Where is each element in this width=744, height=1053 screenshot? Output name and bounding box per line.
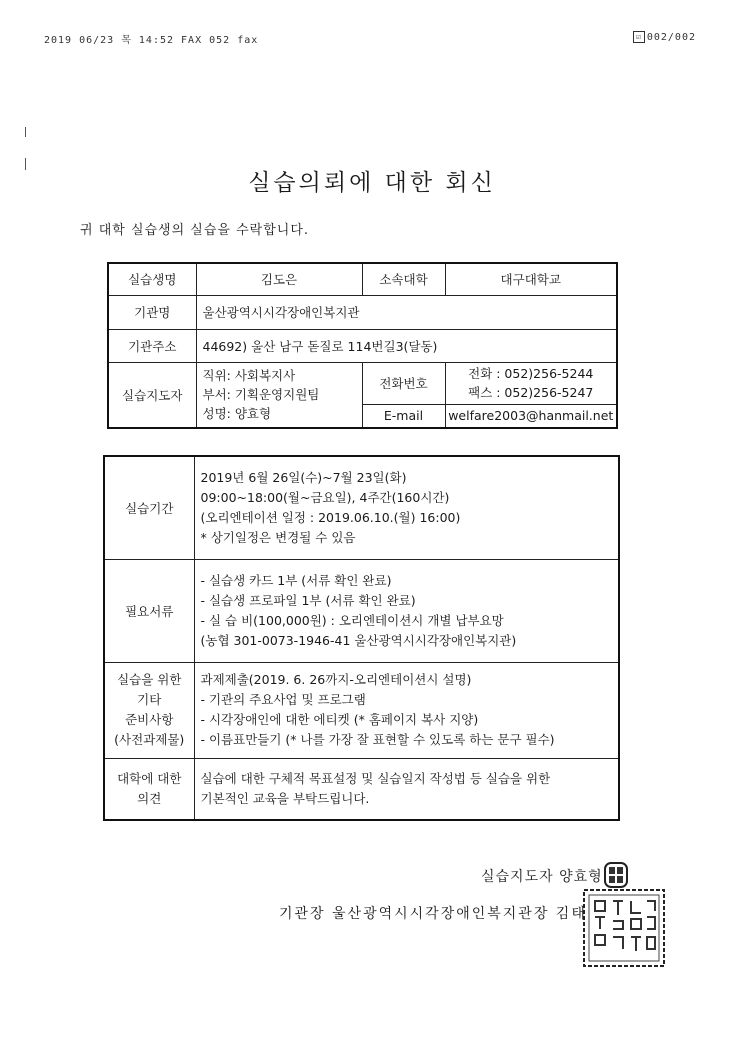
- org-name-label: 기관명: [108, 295, 196, 329]
- period-line: 2019년 6월 26일(수)~7월 23일(화): [200, 469, 407, 485]
- opinion-label-line: 의견: [137, 790, 162, 806]
- period-line: (오리엔테이션 일정 : 2019.06.10.(월) 16:00): [200, 509, 461, 525]
- student-name-value: 김도은: [196, 263, 362, 295]
- opinion-line: 실습에 대한 구체적 목표설정 및 실습일지 작성법 등 실습을 위한: [200, 770, 551, 786]
- prep-line: - 시각장애인에 대한 에티켓 (* 홈페이지 복사 지양): [200, 712, 479, 727]
- prep-line: - 이름표만들기 (* 나를 가장 잘 표현할 수 있도록 하는 문구 필수): [200, 732, 555, 747]
- required-doc-line: - 실습생 카드 1부 (서류 확인 완료): [200, 572, 392, 588]
- supervisor-signature: 실습지도자 양효형: [481, 869, 603, 885]
- university-label: 소속대학: [362, 263, 445, 295]
- org-address-value: 44692) 울산 남구 돋질로 114번길3(달동): [196, 329, 617, 362]
- supervisor-info: [196, 362, 362, 428]
- required-doc-line: (농협 301-0073-1946-41 울산광역시시각장애인복지관): [200, 632, 517, 648]
- period-line: 09:00~18:00(월~금요일), 4주간(160시간): [200, 489, 450, 505]
- prep-label-line: 실습을 위한: [117, 672, 182, 687]
- org-name-value: 울산광역시시각장애인복지관: [196, 295, 617, 329]
- required-doc-line: - 실 습 비(100,000원) : 오리엔테이션시 개별 납부요망: [200, 612, 504, 628]
- student-name-label: 실습생명: [108, 263, 196, 295]
- director-signature: 기관장 울산광역시시각장애인복지관장 김태: [279, 906, 587, 922]
- prep-label-line: (사전과제물): [114, 732, 185, 747]
- phone-label: 전화번호: [362, 362, 445, 404]
- supervisor-label: 실습지도자: [108, 362, 196, 428]
- practice-details-table: [103, 455, 620, 821]
- org-address-label: 기관주소: [108, 329, 196, 362]
- required-doc-line: - 실습생 프로파일 1부 (서류 확인 완료): [200, 592, 416, 608]
- official-seal-stamp: [581, 887, 667, 969]
- email-label: E-mail: [362, 404, 445, 428]
- period-line: * 상기일정은 변경될 수 있음: [200, 529, 356, 545]
- document-title: 실습의뢰에 대한 회신: [248, 170, 496, 196]
- phone-fax-value: [445, 362, 617, 404]
- fax-page-number: 002/002: [646, 31, 696, 43]
- fax-value: 팩스 : 052)256-5247: [468, 385, 594, 400]
- period-label: 실습기간: [104, 456, 194, 559]
- personal-seal-stamp: [603, 861, 629, 889]
- student-info-table: [107, 262, 618, 429]
- opinion-label-line: 대학에 대한: [117, 770, 182, 786]
- margin-punch-mark: [25, 127, 26, 137]
- required-docs-label: 필요서류: [104, 559, 194, 662]
- email-value: welfare2003@hanmail.net: [445, 404, 617, 428]
- supervisor-department: 부서: 기획운영지원팀: [202, 387, 320, 403]
- opinion-line: 기본적인 교육을 부탁드립니다.: [200, 790, 370, 806]
- prep-label-line: 기타: [137, 692, 162, 707]
- intro-text: 귀 대학 실습생의 실습을 수락합니다.: [80, 223, 310, 238]
- prep-label-line: 준비사항: [125, 712, 174, 727]
- phone-value: 전화 : 052)256-5244: [468, 366, 594, 381]
- prep-line: - 기관의 주요사업 및 프로그램: [200, 692, 366, 707]
- prep-line: 과제제출(2019. 6. 26까지-오리엔테이션시 설명): [200, 672, 472, 687]
- fax-header-left: 2019 06/23 목 14:52 FAX 052 fax: [44, 35, 259, 46]
- university-value: 대구대학교: [445, 263, 617, 295]
- supervisor-position: 직위: 사회복지사: [202, 368, 296, 384]
- fax-page-box: ☑: [633, 31, 645, 43]
- fax-header-right: [633, 31, 696, 43]
- supervisor-name: 성명: 양효형: [202, 406, 272, 422]
